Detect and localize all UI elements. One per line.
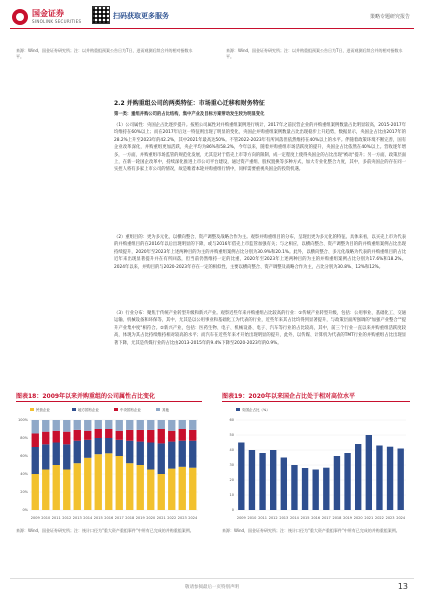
- y-tick-label: 40: [229, 448, 234, 453]
- bar: [302, 468, 308, 510]
- x-tick-label: 2022: [374, 516, 384, 520]
- bar: [238, 443, 244, 511]
- bar: [334, 456, 340, 510]
- x-tick-label: 2013: [72, 516, 82, 520]
- x-tick-label: 2016: [104, 516, 114, 520]
- bar-segment: [95, 438, 102, 454]
- bar: [270, 450, 276, 510]
- bar-segment: [189, 441, 196, 468]
- bar-segment: [116, 431, 123, 440]
- bar-segment: [158, 429, 165, 443]
- bar-segment: [42, 432, 49, 445]
- bar-segment: [53, 420, 60, 431]
- x-tick-label: 2013: [279, 516, 289, 520]
- y-tick-label: 80%: [20, 436, 28, 441]
- bar-segment: [158, 474, 165, 510]
- bar-segment: [137, 420, 144, 430]
- legend-swatch: [114, 408, 118, 411]
- bar-segment: [74, 430, 81, 441]
- bar-segment: [126, 441, 133, 464]
- company-logo: [12, 9, 81, 25]
- x-tick-label: 2018: [125, 516, 135, 520]
- bar-segment: [189, 420, 196, 430]
- scan-service-text: 扫码获取更多服务: [113, 12, 169, 20]
- bar-segment: [63, 432, 70, 445]
- bar-segment: [95, 429, 102, 438]
- bar-segment: [53, 431, 60, 443]
- figure-19-chart: [222, 404, 410, 524]
- bar-segment: [63, 444, 70, 469]
- bar-segment: [32, 434, 39, 448]
- section-title: 2.2 并购重组公司的两类特征：市场重心迁移和财务特征: [114, 100, 265, 107]
- bar-segment: [32, 420, 39, 434]
- y-tick-label: 40%: [20, 472, 28, 477]
- bar-segment: [116, 440, 123, 456]
- bar: [387, 447, 393, 510]
- x-tick-label: 2015: [300, 516, 310, 520]
- y-tick-label: 60%: [20, 454, 28, 459]
- bar-segment: [84, 420, 91, 431]
- x-tick-label: 2010: [41, 516, 51, 520]
- bar-segment: [32, 474, 39, 510]
- stacked-bar-chart: [16, 404, 202, 524]
- top-right-source-note: 来源：Wind，国金证券研究所；注：以并购重组预案公告日为T日，进而观测后续合并的相对指数水平。: [226, 48, 403, 59]
- legend-label: 民营企业: [36, 408, 50, 412]
- bar: [398, 449, 404, 511]
- figure-19-rule: [222, 401, 410, 402]
- bar-segment: [179, 441, 186, 467]
- x-tick-label: 2014: [83, 516, 93, 520]
- x-tick-label: 2023: [177, 516, 187, 520]
- legend-swatch: [30, 408, 34, 411]
- paragraph-industry-distribution: （3）行业分布：聚焦于传统产业转型升级和新兴产业。观察近些年来并购重组占比较高的行业：①传统产业转型升级，包括：公用事业、基础化工、交通运输、机械设备和环保等，其中，尤其是以公用事业和基础化工为代表的行业，近些年来其占比均得到显著提升，与政策层面所强调的"加强产业整合""提升产业集中度"相符合。②新兴产业，包括：医药生物、电子、机械设备、电子、汽车等行业的占比较高，其中，前三个行业一直以来并购重组活跃度较高，体现为其占比持续维持相对较高的水平；而汽车在近些年来才开始出现明显的提升，此外，以传媒、计算机为代表的TMT行业的并购重组占比出现显著下降，尤其是传媒行业的占比由2013-2015年的9.4%下降至2020-2023年的0.9%。: [114, 311, 406, 346]
- bar-segment: [168, 442, 175, 469]
- x-tick-label: 2012: [268, 516, 278, 520]
- legend-swatch: [72, 408, 76, 411]
- y-tick-label: 60: [229, 418, 234, 423]
- x-tick-label: 2017: [321, 516, 331, 520]
- bar-segment: [158, 443, 165, 474]
- bar-segment: [53, 465, 60, 510]
- legend-label: 地方国有企业: [78, 408, 99, 412]
- figure-18-title: 图表18：2009年以来并购重组的公司属性占比变化: [16, 393, 156, 400]
- figure-18-chart: [16, 404, 202, 524]
- y-tick-label: 50: [229, 433, 234, 438]
- logo-mark-icon: [12, 9, 28, 25]
- bar-segment: [147, 443, 154, 470]
- x-tick-label: 2012: [62, 516, 72, 520]
- x-tick-label: 2022: [167, 516, 177, 520]
- bar-chart: [222, 404, 410, 524]
- bar-segment: [32, 447, 39, 474]
- bar-segment: [147, 430, 154, 443]
- page-number: 13: [397, 582, 408, 591]
- bar-segment: [105, 438, 112, 453]
- bar-segment: [168, 420, 175, 431]
- bar-segment: [179, 467, 186, 510]
- x-tick-label: 2024: [396, 516, 406, 520]
- paragraph-restructuring-purpose: （2）重组目的：更为多元化，以横向整合、资产调整及战略合作为主。观察并购重组目的分布，呈现出更为多元化的特征。具体来看，以买壳上市为代表的并购重组目的在2016年以后出现明显的下降，或与2016年借壳上市监管加强有关；与之相应，以横向整合、资产调整为目的的并购重组案例占比出现持续提升，2020年至2023年上述两种目的为主的并购重组案例占比分别为30.9%和20.1%。此外，以横向整合、多元化战略为代表的并购重组目的占比近年来出现显著提升并在有所回落，但当前仍然维持一定的比重，2020年至2023年上述两种目的为主的并购重组案例占比分别为17.6%和18.2%。2024年以来，并购目的与2020-2023年存在一定的相似性，主要以横向整合、资产调整及战略合作为主，占比分别为30.8%、12%和12%。: [114, 235, 406, 270]
- x-tick-label: 2010: [247, 516, 257, 520]
- bar-segment: [74, 420, 81, 430]
- bar: [376, 446, 382, 511]
- x-tick-label: 2020: [353, 516, 363, 520]
- legend-label: 中央国有企业: [120, 408, 141, 412]
- paragraph-heading-1: 第一类：重组并购公司的占比结构，集中产业及目标方案带动发生较为明显变化: [114, 112, 265, 117]
- x-tick-label: 2024: [188, 516, 198, 520]
- legend-swatch: [156, 408, 160, 411]
- paragraph-company-attribute: （1）公司属性：央国企占比逐步提升。按照公司属性对并购重组案例进行统计，2017年之前民营企业的并购重组案例数量占比明显较高，2015-2017年均维持在60%以上；而在2017年后这一特征则出现了明显的变化，央国企并购重组案例数量占比出现稳步上升趋势，数据显示，央国企占比由2017年的28.2%上升至2023年的42.2%，其中2021年最高达50%。不管2022-2023年有所回落但依然维持在40%以上的水平。伴随着政策环境不断完善，国有企业改革深化，并购重组更加活跃，央企平均为86%和58.2%，今年以来，随着并购重组市场活跃度的提升，央国企占比依然在40%以上。营收逐年增多，一方面，并购重组市场监管的规范化发展，尤其是对于借壳上市等方向的限制，成一定程度上使得央国企的占比出现"被动"提升；另一方面，政策层面上，在新一轮国企改革中，持续深化推进上市公司平台建设，通过资产重组、股权置换等多种方式，加大专业化整合力度，其中，多前央国企的存在同一实控人将有多家上市公司的情况，故是唯着本轮并购重组行情中，同样需要重视央国企的投资机遇。: [114, 123, 406, 173]
- x-tick-label: 2009: [236, 516, 246, 520]
- bar-segment: [147, 420, 154, 430]
- y-tick-label: 30: [229, 463, 234, 468]
- bar-segment: [74, 463, 81, 510]
- logo-cn-text: 国金证券: [32, 9, 64, 18]
- bar-segment: [95, 420, 102, 429]
- report-type-label: 策略专题研究报告: [369, 14, 410, 20]
- bar: [249, 450, 255, 510]
- bar: [313, 470, 319, 511]
- bar-segment: [42, 420, 49, 432]
- bar: [355, 444, 361, 510]
- x-tick-label: 2019: [135, 516, 145, 520]
- bar-segment: [105, 429, 112, 438]
- x-tick-label: 2021: [364, 516, 374, 520]
- qr-code-icon[interactable]: [92, 6, 110, 24]
- bar-segment: [74, 441, 81, 464]
- bar-segment: [63, 420, 70, 432]
- bar-segment: [105, 453, 112, 510]
- x-tick-label: 2009: [30, 516, 40, 520]
- bar-segment: [116, 420, 123, 431]
- bar-segment: [84, 458, 91, 510]
- bar: [259, 453, 265, 510]
- legend-label: 央国企占比（%）: [242, 408, 270, 412]
- bar-segment: [126, 463, 133, 510]
- bar-segment: [189, 430, 196, 441]
- bar: [366, 435, 372, 510]
- y-tick-label: 100%: [17, 418, 28, 423]
- y-tick-label: 20: [229, 478, 234, 483]
- y-tick-label: 0: [231, 508, 234, 513]
- bar-segment: [137, 430, 144, 442]
- legend-swatch: [236, 408, 240, 411]
- bar: [323, 468, 329, 510]
- x-tick-label: 2021: [156, 516, 166, 520]
- x-tick-label: 2011: [51, 516, 61, 520]
- figure-19-source: 来源：Wind，国金证券研究所；注：统计口径为"重大资产重组事件"中所有已完成的并购重组案例。: [222, 528, 400, 533]
- bar-segment: [168, 469, 175, 510]
- x-tick-label: 2020: [146, 516, 156, 520]
- bar-segment: [84, 431, 91, 440]
- bar-segment: [63, 470, 70, 511]
- top-left-source-note: 来源：Wind，国金证券研究所；注：以并购重组预案公告日为T日，进而观测后续合并的相对指数水平。: [16, 48, 193, 59]
- figure-18-source: 来源：Wind，国金证券研究所；注：统计口径为"重大资产重组事件"中所有已完成的并购重组案例。: [16, 528, 194, 533]
- x-tick-label: 2014: [289, 516, 299, 520]
- bar-segment: [137, 465, 144, 510]
- y-tick-label: 0%: [22, 508, 28, 513]
- bar-segment: [95, 454, 102, 510]
- bar-segment: [158, 420, 165, 429]
- x-tick-label: 2019: [343, 516, 353, 520]
- x-tick-label: 2016: [311, 516, 321, 520]
- bar-segment: [179, 429, 186, 441]
- x-tick-label: 2023: [385, 516, 395, 520]
- logo-en-text: SINOLINK SECURITIES: [32, 19, 82, 24]
- bar-segment: [189, 468, 196, 510]
- header-divider: [10, 28, 414, 29]
- bar: [291, 465, 297, 510]
- bar-segment: [42, 470, 49, 511]
- x-tick-label: 2011: [258, 516, 268, 520]
- bar-segment: [137, 442, 144, 465]
- page-header: [0, 0, 424, 38]
- bar-segment: [53, 443, 60, 466]
- x-tick-label: 2018: [332, 516, 342, 520]
- bar-segment: [116, 456, 123, 510]
- bar: [344, 453, 350, 510]
- bar: [281, 458, 287, 511]
- bar-segment: [84, 440, 91, 458]
- x-tick-label: 2017: [114, 516, 124, 520]
- figure-18-rule: [16, 401, 202, 402]
- x-tick-label: 2015: [93, 516, 103, 520]
- bar-segment: [168, 431, 175, 442]
- bar-segment: [147, 470, 154, 511]
- legend-label: 其他: [162, 408, 169, 412]
- figure-19-title: 图表19：2020年以来国企占比处于相对高位水平: [222, 393, 356, 400]
- bar-segment: [126, 420, 133, 430]
- bar-segment: [105, 420, 112, 429]
- bar-segment: [179, 420, 186, 429]
- bar-segment: [126, 430, 133, 441]
- footer-disclaimer: 敬请参阅最后一页特别声明: [185, 585, 239, 590]
- footer-divider: [10, 578, 414, 579]
- bar-segment: [42, 444, 49, 469]
- y-tick-label: 20%: [20, 490, 28, 495]
- y-tick-label: 10: [229, 493, 234, 498]
